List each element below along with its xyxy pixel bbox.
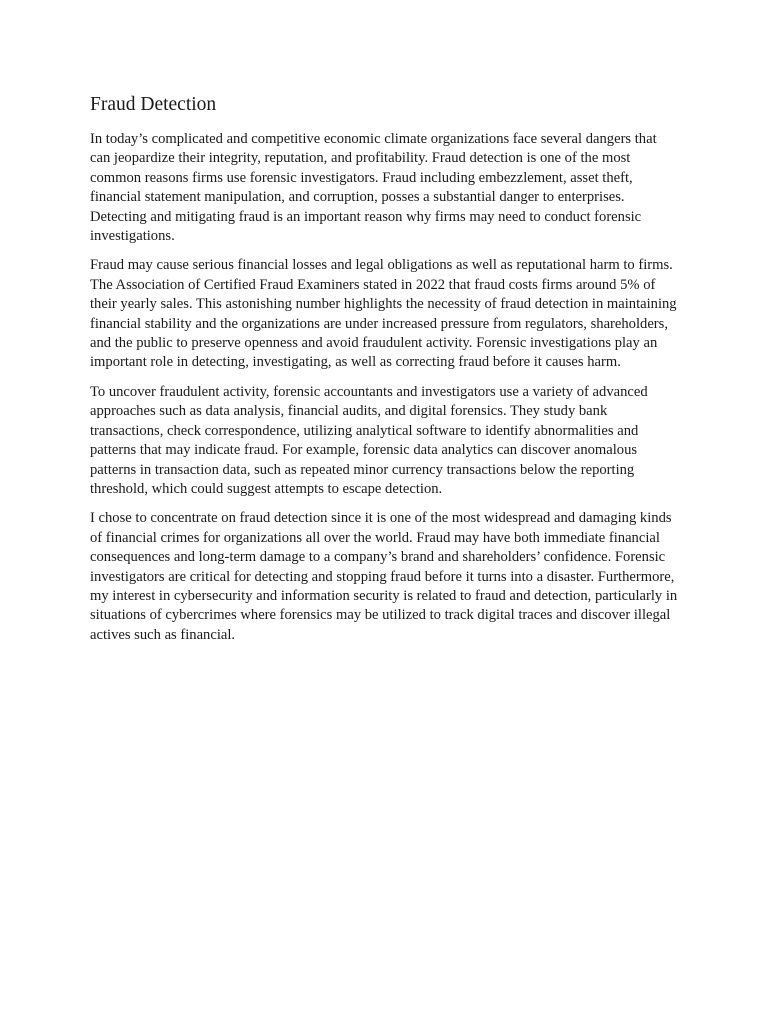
paragraph-1: In today’s complicated and competitive economic climate organizations face several dangers that can jeopardize their integrity, reputation, and profitability. Fraud detection is one of the most common reasons firms use forensic investigators. Fraud including embezzlement, asset theft, financial statement manipulation, and corruption, posses a substantial danger to enterprises. Detecting and mitigating fraud is an important reason why firms may need to conduct forensic investigations. — [90, 131, 657, 245]
document-body — [90, 92, 680, 655]
document-title: Fraud Detection — [90, 94, 217, 115]
paragraph-2: Fraud may cause serious financial losses and legal obligations as well as reputational harm to firms. The Association of Certified Fraud Examiners stated in 2022 that fraud costs firms around 5% of their yearly sales. This astonishing number highlights the necessity of fraud detection in maintaining financial stability and the organizations are under increased pressure from regulators, shareholders, and the public to preserve openness and avoid fraudulent activity. Forensic investigations play an important role in detecting, investigating, as well as correcting fraud before it causes harm. — [90, 257, 677, 371]
paragraph-4: I chose to concentrate on fraud detection since it is one of the most widespread and damaging kinds of financial crimes for organizations all over the world. Fraud may have both immediate financial consequences and long-term damage to a company’s brand and shareholders’ confidence. Forensic investigators are critical for detecting and stopping fraud before it turns into a disaster. Furthermore, my interest in cybersecurity and information security is related to fraud and detection, particularly in situations of cybercrimes where forensics may be utilized to track digital traces and discover illegal actives such as financial. — [90, 510, 678, 643]
paragraph-3: To uncover fraudulent activity, forensic accountants and investigators use a variety of advanced approaches such as data analysis, financial audits, and digital forensics. They study bank transactions, check correspondence, utilizing analytical software to identify abnormalities and patterns that may indicate fraud. For example, forensic data analytics can discover anomalous patterns in transaction data, such as repeated minor currency transactions below the reporting threshold, which could suggest attempts to escape detection. — [90, 383, 648, 497]
